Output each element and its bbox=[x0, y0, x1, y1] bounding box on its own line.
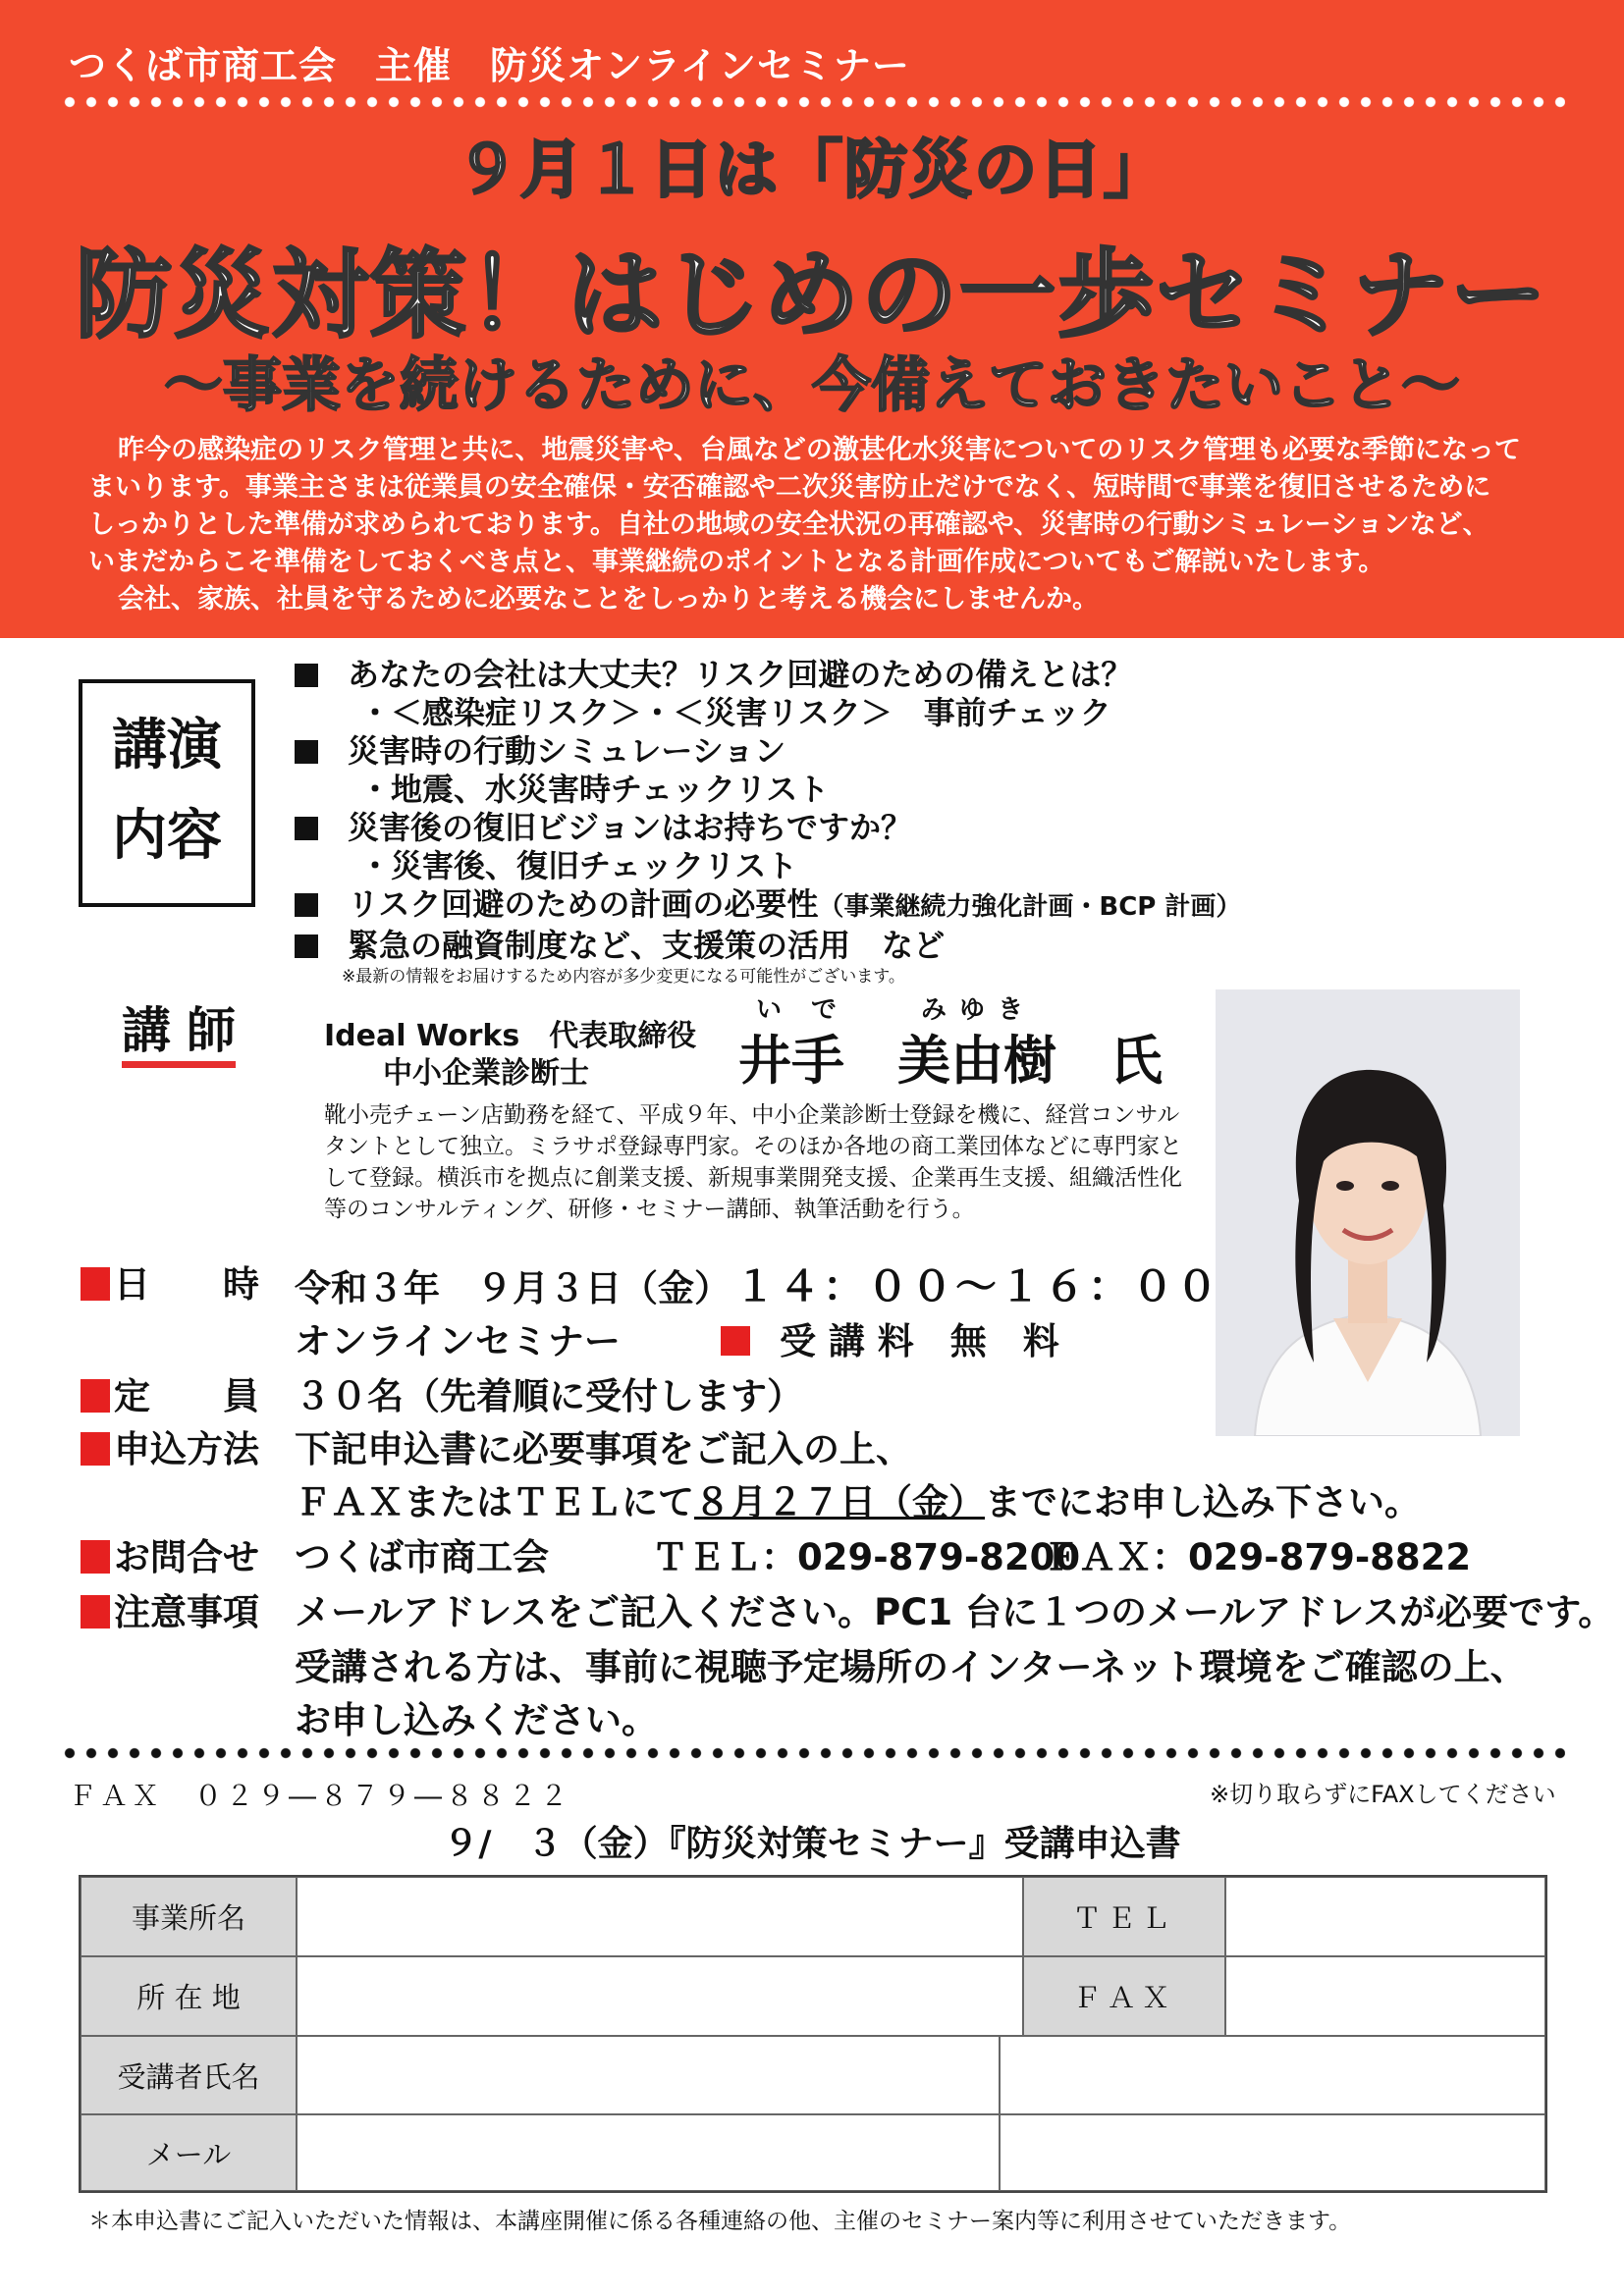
lecture-box-label: 内容 bbox=[112, 804, 222, 868]
square-bullet-icon bbox=[295, 740, 318, 764]
lecture-box-label: 講演 bbox=[112, 714, 222, 777]
capacity-value: ３０名（先着順に受付します） bbox=[295, 1375, 803, 1417]
list-subitem: ・災害後、復旧チェックリスト bbox=[359, 847, 798, 884]
bio-line: 等のコンサルティング、研修・セミナー講師、執筆活動を行う。 bbox=[324, 1197, 975, 1222]
contact-tel: ＴＥＬ：029-879-8200 bbox=[652, 1536, 1081, 1578]
red-square-icon bbox=[81, 1379, 110, 1413]
red-square-icon bbox=[81, 1267, 110, 1301]
list-item bbox=[295, 656, 1591, 694]
list-item bbox=[295, 927, 1591, 965]
content-change-note: ※最新の情報をお届けするため内容が多少変更になる可能性がございます。 bbox=[342, 967, 905, 987]
list-item-note: （事業継続力強化計画・BCP 計画） bbox=[818, 892, 1242, 922]
intro-paragraph bbox=[88, 432, 1561, 618]
bio-line: して登録。横浜市を拠点に創業支援、新規事業開発支援、企業再生支援、組織活性化 bbox=[324, 1165, 1182, 1191]
apply-text: までにお申し込み下さい。 bbox=[985, 1481, 1421, 1523]
intro-line: いまだからこそ準備をしておくべき点と、事業継続のポイントとなる計画作成についてもご解説いたします。 bbox=[88, 547, 1385, 577]
bio-line: 靴小売チェーン店勤務を経て、平成９年、中小企業診断士登録を機に、経営コンサル bbox=[324, 1102, 1180, 1128]
address-label: 所 在 地 bbox=[81, 1956, 297, 2036]
time-text: １４：００～１６：００ bbox=[734, 1262, 1221, 1310]
application-form bbox=[79, 1875, 1547, 2193]
notes-line: メールアドレスをご記入ください。PC1 台に１つのメールアドレスが必要です。 bbox=[295, 1591, 1615, 1633]
tel-field[interactable] bbox=[1225, 1877, 1545, 1956]
intro-line: 昨今の感染症のリスク管理と共に、地震災害や、台風などの激甚化水災害についてのリスク管理も必要な季節になって bbox=[118, 435, 1521, 465]
bio-line: タントとして独立。ミラサポ登録専門家。そのほか各地の商工業団体などに専門家と bbox=[324, 1134, 1182, 1159]
company-label: 事業所名 bbox=[81, 1877, 297, 1956]
page-title: 防災対策！はじめの一歩セミナー bbox=[75, 240, 1548, 351]
apply-label bbox=[81, 1419, 259, 1472]
header-banner bbox=[0, 0, 1624, 638]
label-text: 日 時 bbox=[114, 1263, 259, 1306]
lecture-list bbox=[295, 656, 1591, 965]
intro-line: まいります。事業主さまは従業員の安全確保・安否確認や二次災害防止だけでなく、短時間で事業を復旧させるために bbox=[88, 472, 1491, 503]
lecturer-role: 中小企業診断士 bbox=[383, 1056, 589, 1091]
lecture-content-box bbox=[79, 679, 255, 907]
red-square-icon bbox=[721, 1326, 750, 1356]
cut-line bbox=[59, 1747, 1565, 1759]
list-item-text: 災害後の復旧ビジョンはお持ちですか？ bbox=[348, 809, 913, 846]
square-bullet-icon bbox=[295, 664, 318, 687]
portrait-image bbox=[1216, 989, 1520, 1436]
mail-label: メール bbox=[81, 2114, 297, 2191]
tel-label: ＴＥＬ bbox=[1023, 1877, 1225, 1956]
fax-field[interactable] bbox=[1225, 1956, 1545, 2036]
apply-line bbox=[295, 1472, 1421, 1525]
cut-note: ※切り取らずにFAXしてください bbox=[1210, 1781, 1556, 1808]
list-item bbox=[295, 885, 1591, 927]
apply-line: 下記申込書に必要事項をご記入の上、 bbox=[295, 1428, 912, 1470]
apply-deadline: ８月２７日（金） bbox=[694, 1481, 985, 1523]
attendee-name-field-1[interactable] bbox=[297, 2036, 1000, 2114]
square-bullet-icon bbox=[295, 893, 318, 917]
attendee-name-field-2[interactable] bbox=[1000, 2036, 1545, 2114]
contact-fax: ＦＡＸ：029-879-8822 bbox=[1043, 1536, 1472, 1578]
fee-text: 受 講 料 無 料 bbox=[780, 1320, 1059, 1362]
lecturer-name-reading: い で み ゆ き bbox=[756, 995, 1026, 1025]
capacity-label bbox=[81, 1366, 259, 1419]
contact-org: つくば市商工会 bbox=[295, 1536, 549, 1578]
list-item bbox=[295, 732, 1591, 771]
address-field[interactable] bbox=[297, 1956, 1023, 2036]
lecturer-name: 井手 美由樹 氏 bbox=[738, 1030, 1163, 1092]
red-square-icon bbox=[81, 1595, 110, 1629]
fax-label: ＦＡＸ bbox=[1023, 1956, 1225, 2036]
lecturer-company: Ideal Works 代表取締役 bbox=[324, 1019, 697, 1053]
intro-line: しっかりとした準備が求められております。自社の地域の安全状況の再確認や、災害時の行動シミュレーションなど、 bbox=[88, 509, 1489, 540]
notes-label bbox=[81, 1582, 259, 1635]
attendee-name-label: 受講者氏名 bbox=[81, 2036, 297, 2114]
seminar-format: オンラインセミナー bbox=[295, 1320, 621, 1362]
label-text: 定 員 bbox=[114, 1375, 259, 1417]
subtitle: ９月１日は「防災の日」 bbox=[456, 134, 1168, 207]
mail-field-1[interactable] bbox=[297, 2114, 1000, 2191]
organizer-line: つくば市商工会 主催 防災オンラインセミナー bbox=[69, 44, 910, 87]
privacy-footnote: ＊本申込書にご記入いただいた情報は、本講座開催に係る各種連絡の他、主催のセミナー案内等に利用させていただきます。 bbox=[88, 2209, 1352, 2234]
contact-label bbox=[81, 1527, 259, 1580]
list-item-text: 緊急の融資制度など、支援策の活用 など bbox=[348, 927, 946, 964]
list-subitem: ・＜感染症リスク＞・＜災害リスク＞ 事前チェック bbox=[359, 694, 1111, 731]
list-subitem: ・地震、水災害時チェックリスト bbox=[359, 771, 830, 808]
red-square-icon bbox=[81, 1432, 110, 1466]
apply-text: ＦＡＸまたはＴＥＬにて bbox=[295, 1481, 694, 1523]
fee-info bbox=[721, 1311, 1059, 1364]
mail-field-2[interactable] bbox=[1000, 2114, 1545, 2191]
lecturer-bio bbox=[324, 1099, 1188, 1225]
label-text: お問合せ bbox=[114, 1536, 259, 1578]
label-text: 注意事項 bbox=[114, 1591, 259, 1633]
datetime-value bbox=[295, 1255, 1220, 1313]
list-item-text: 災害時の行動シミュレーション bbox=[348, 732, 786, 770]
company-field[interactable] bbox=[297, 1877, 1023, 1956]
tagline: ～事業を続けるために、今備えておきたいこと～ bbox=[164, 351, 1460, 420]
label-text: 申込方法 bbox=[114, 1428, 259, 1470]
list-item bbox=[295, 809, 1591, 847]
datetime-label bbox=[81, 1255, 259, 1308]
list-item-text: あなたの会社は大丈夫？リスク回避のための備えとは？ bbox=[348, 656, 1133, 693]
dotted-divider bbox=[59, 96, 1565, 108]
square-bullet-icon bbox=[295, 934, 318, 958]
notes-line: 受講される方は、事前に視聴予定場所のインターネット環境をご確認の上、 bbox=[295, 1646, 1527, 1688]
fax-number: ＦＡＸ ０２９―８７９―８８２２ bbox=[69, 1780, 572, 1812]
red-square-icon bbox=[81, 1540, 110, 1574]
form-title: ９/ ３（金）『防災対策セミナー』受講申込書 bbox=[443, 1824, 1181, 1864]
square-bullet-icon bbox=[295, 817, 318, 840]
list-item-text: リスク回避のための計画の必要性 bbox=[348, 885, 819, 923]
intro-line: 会社、家族、社員を守るために必要なことをしっかりと考える機会にしませんか。 bbox=[118, 584, 1099, 614]
lecturer-label: 講師 bbox=[122, 991, 251, 1062]
lecturer-photo bbox=[1216, 989, 1520, 1436]
notes-line: お申し込みください。 bbox=[295, 1699, 658, 1741]
date-text: 令和３年 ９月３日（金） bbox=[295, 1267, 731, 1309]
